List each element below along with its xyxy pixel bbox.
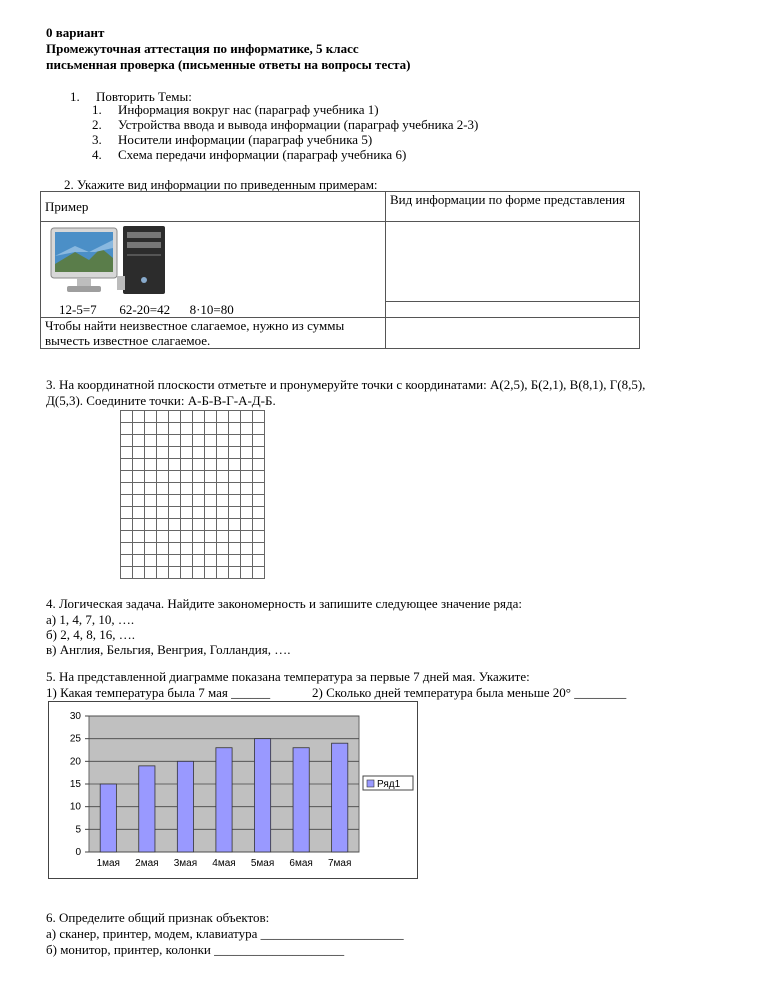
q1-item: Информация вокруг нас (параграф учебника 1) bbox=[118, 102, 379, 117]
bar bbox=[332, 743, 348, 852]
q4-option-b: б) 2, 4, 8, 16, …. bbox=[46, 627, 135, 642]
bar bbox=[177, 761, 193, 852]
q2-answer-cell-2[interactable] bbox=[386, 302, 640, 318]
q6-option-a: а) сканер, принтер, модем, клавиатура ______________________ bbox=[46, 926, 404, 941]
x-tick-label: 1мая bbox=[96, 858, 120, 869]
q2-math-examples: 12-5=7 62-20=42 8·10=80 bbox=[41, 302, 386, 318]
q2-answer-cell-3[interactable] bbox=[386, 317, 640, 348]
q1-item: Носители информации (параграф учебника 5) bbox=[118, 132, 373, 147]
q2-text-example: Чтобы найти неизвестное слагаемое, нужно из суммы вычесть известное слагаемое. bbox=[41, 317, 386, 348]
x-tick-label: 6мая bbox=[289, 858, 313, 869]
y-tick-label: 30 bbox=[69, 711, 81, 722]
q2-table bbox=[40, 191, 640, 349]
q1-title: Повторить Темы: bbox=[96, 89, 192, 104]
q2-header-example: Пример bbox=[41, 192, 386, 222]
legend-swatch bbox=[367, 780, 374, 787]
q6-option-b: б) монитор, принтер, колонки ____________________ bbox=[46, 942, 345, 957]
x-tick-label: 5мая bbox=[250, 858, 275, 869]
coordinate-grid[interactable] bbox=[120, 410, 265, 579]
x-tick-label: 2мая bbox=[135, 858, 159, 869]
x-tick-label: 3мая bbox=[173, 858, 198, 869]
y-tick-label: 25 bbox=[69, 733, 81, 745]
y-tick-label: 10 bbox=[69, 801, 81, 813]
chart-svg bbox=[49, 702, 417, 878]
q1-item: Устройства ввода и вывода информации (параграф учебника 2-3) bbox=[118, 117, 479, 132]
y-tick-label: 20 bbox=[69, 756, 81, 768]
q5-question-2: 2) Сколько дней температура была меньше 20° ________ bbox=[312, 685, 627, 700]
page-subtitle: письменная проверка (письменные ответы на вопросы теста) bbox=[46, 57, 411, 72]
bar bbox=[100, 784, 116, 852]
y-tick-label: 5 bbox=[75, 824, 81, 836]
page-title: Промежуточная аттестация по информатике, 5 класс bbox=[46, 41, 359, 56]
bar bbox=[293, 748, 309, 852]
bar bbox=[139, 766, 155, 852]
q1-item-num: 4. bbox=[92, 147, 102, 162]
temperature-chart bbox=[48, 701, 418, 879]
q4-option-c: в) Англия, Бельгия, Венгрия, Голландия, …. bbox=[46, 642, 291, 657]
x-tick-label: 7мая bbox=[328, 858, 352, 869]
q1-item: Схема передачи информации (параграф учебника 6) bbox=[118, 147, 407, 162]
bar bbox=[216, 748, 232, 852]
computer-image bbox=[45, 222, 173, 298]
q4-title: 4. Логическая задача. Найдите закономерность и запишите следующее значение ряда: bbox=[46, 596, 523, 611]
q2-header-type: Вид информации по форме представления bbox=[386, 192, 640, 222]
legend-label: Ряд1 bbox=[377, 779, 401, 790]
x-tick-label: 4мая bbox=[212, 858, 236, 869]
q1-item-num: 2. bbox=[92, 117, 102, 132]
q5-question-1: 1) Какая температура была 7 мая ______ bbox=[46, 685, 271, 700]
q3-text: Д(5,3). Соедините точки: А-Б-В-Г-А-Д-Б. bbox=[46, 393, 276, 408]
bar bbox=[254, 739, 270, 852]
variant-label: 0 вариант bbox=[46, 25, 105, 40]
q1-number: 1. bbox=[70, 89, 80, 104]
q5-title: 5. На представленной диаграмме показана температура за первые 7 дней мая. Укажите: bbox=[46, 669, 530, 684]
q2-computer-cell bbox=[41, 222, 386, 302]
q1-item-num: 1. bbox=[92, 102, 102, 117]
q1-item-num: 3. bbox=[92, 132, 102, 147]
q3-text: 3. На координатной плоскости отметьте и пронумеруйте точки с координатами: А(2,5), Б(2,1), В(8,1), Г(8,5), bbox=[46, 377, 646, 392]
q2-answer-cell-1[interactable] bbox=[386, 222, 640, 302]
q6-title: 6. Определите общий признак объектов: bbox=[46, 910, 270, 925]
q4-option-a: а) 1, 4, 7, 10, …. bbox=[46, 612, 135, 627]
y-tick-label: 0 bbox=[75, 847, 81, 858]
q2-title: 2. Укажите вид информации по приведенным примерам: bbox=[64, 177, 378, 192]
y-tick-label: 15 bbox=[69, 779, 81, 790]
